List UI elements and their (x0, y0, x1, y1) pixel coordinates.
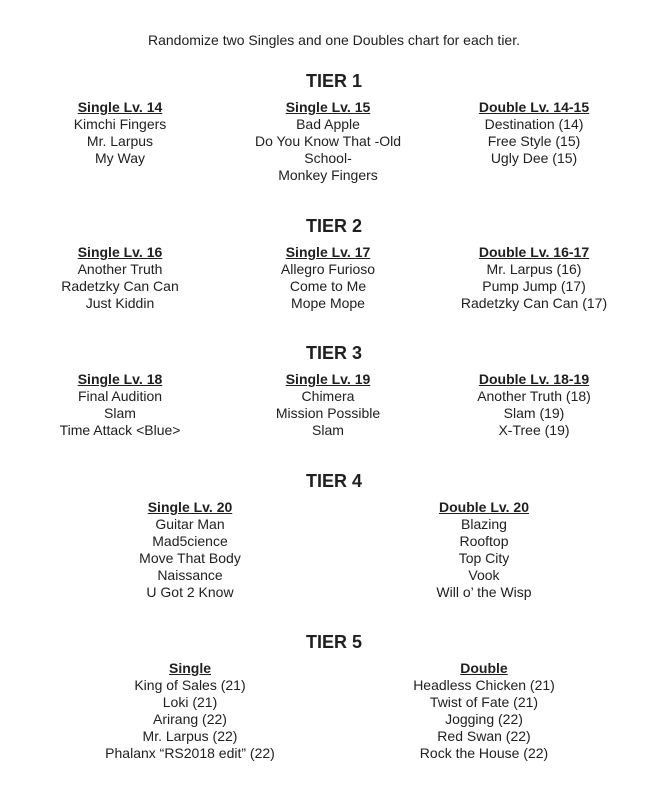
song-item: X-Tree (19) (498, 422, 570, 438)
song-item: Mr. Larpus (22) (142, 728, 238, 744)
song-list (364, 677, 604, 762)
song-item: Slam (19) (503, 405, 565, 421)
song-item: Radetzky Can Can (61, 278, 179, 294)
tier-title: TIER 3 (305, 343, 362, 363)
song-item: Kimchi Fingers (73, 116, 167, 132)
song-item: Allegro Furioso (280, 261, 376, 277)
song-list (238, 261, 418, 312)
song-list (440, 261, 628, 312)
tier-1-section (0, 70, 668, 229)
chart-column (70, 660, 310, 762)
song-item: Naissance (157, 567, 223, 583)
column-heading: Single Lv. 20 (147, 499, 233, 515)
tier-title: TIER 4 (305, 471, 362, 491)
song-item: Radetzky Can Can (17) (460, 295, 608, 311)
song-item: Slam (104, 405, 136, 421)
song-item: Mr. Larpus (86, 133, 154, 149)
column-heading: Single Lv. 15 (285, 99, 371, 115)
song-item: Vook (468, 567, 500, 583)
chart-column (238, 99, 418, 184)
song-item: Mr. Larpus (16) (486, 261, 582, 277)
song-item: Slam (312, 422, 344, 438)
song-item: Chimera (301, 388, 355, 404)
tier-title: TIER 2 (305, 216, 362, 236)
song-item: Mad5cience (152, 533, 228, 549)
song-item: Just Kiddin (85, 295, 155, 311)
column-heading: Double Lv. 14-15 (478, 99, 590, 115)
chart-column (238, 371, 418, 439)
tier-columns (0, 499, 668, 629)
song-item: Another Truth (77, 261, 163, 277)
column-heading: Single Lv. 14 (77, 99, 163, 115)
song-item: Mission Possible (275, 405, 381, 421)
song-item: Rock the House (22) (419, 745, 549, 761)
song-list (30, 116, 210, 167)
tier-4-section (0, 470, 668, 629)
chart-column (440, 244, 628, 312)
column-heading: Single Lv. 18 (77, 371, 163, 387)
song-item: Monkey Fingers (278, 167, 378, 183)
tier-title: TIER 5 (305, 632, 362, 652)
song-list (30, 388, 210, 439)
chart-column (238, 244, 418, 312)
song-list (364, 516, 604, 601)
column-heading: Double Lv. 20 (439, 499, 529, 515)
song-list (440, 388, 628, 439)
chart-column (30, 99, 210, 167)
column-heading: Single (168, 660, 211, 676)
column-heading: Double Lv. 18-19 (478, 371, 590, 387)
tier-title: TIER 1 (305, 71, 362, 91)
song-list (70, 516, 310, 601)
chart-column (440, 371, 628, 439)
song-item: King of Sales (21) (134, 677, 246, 693)
chart-column (30, 371, 210, 439)
intro-text: Randomize two Singles and one Doubles chart for each tier. (148, 32, 520, 48)
song-item: Will o’ the Wisp (436, 584, 532, 600)
song-item: Blazing (461, 516, 507, 532)
tier-columns (0, 99, 668, 229)
tier-5-section (0, 631, 668, 790)
song-item: Time Attack <Blue> (59, 422, 181, 438)
song-list (238, 116, 418, 184)
column-heading: Single Lv. 17 (285, 244, 371, 260)
tier-columns (0, 660, 668, 790)
column-heading: Single Lv. 19 (285, 371, 371, 387)
song-item: School- (304, 150, 352, 166)
chart-column (364, 499, 604, 601)
song-item: Headless Chicken (21) (413, 677, 555, 693)
song-item: Twist of Fate (21) (429, 694, 539, 710)
chart-column (30, 244, 210, 312)
column-heading: Double Lv. 16-17 (478, 244, 590, 260)
song-item: Final Audition (77, 388, 163, 404)
column-heading: Double (460, 660, 508, 676)
song-item: U Got 2 Know (146, 584, 234, 600)
song-item: Top City (458, 550, 510, 566)
song-item: Free Style (15) (487, 133, 581, 149)
song-item: Ugly Dee (15) (490, 150, 578, 166)
song-item: Do You Know That -Old (254, 133, 402, 149)
song-item: Phalanx “RS2018 edit” (22) (105, 745, 275, 761)
song-item: Arirang (22) (153, 711, 227, 727)
song-list (70, 677, 310, 762)
song-list (30, 261, 210, 312)
song-item: Pump Jump (17) (482, 278, 586, 294)
song-item: Guitar Man (155, 516, 225, 532)
song-item: Bad Apple (296, 116, 360, 132)
song-item: Loki (21) (162, 694, 218, 710)
song-list (238, 388, 418, 439)
song-item: Jogging (22) (445, 711, 523, 727)
song-list (440, 116, 628, 167)
song-item: Move That Body (139, 550, 241, 566)
column-heading: Single Lv. 16 (77, 244, 163, 260)
song-item: Destination (14) (484, 116, 584, 132)
song-item: Red Swan (22) (437, 728, 531, 744)
song-item: Come to Me (289, 278, 367, 294)
chart-column (70, 499, 310, 601)
chart-column (440, 99, 628, 167)
song-item: Another Truth (18) (477, 388, 591, 404)
song-item: My Way (94, 150, 146, 166)
chart-column (364, 660, 604, 762)
song-item: Mope Mope (291, 295, 365, 311)
song-item: Rooftop (459, 533, 509, 549)
